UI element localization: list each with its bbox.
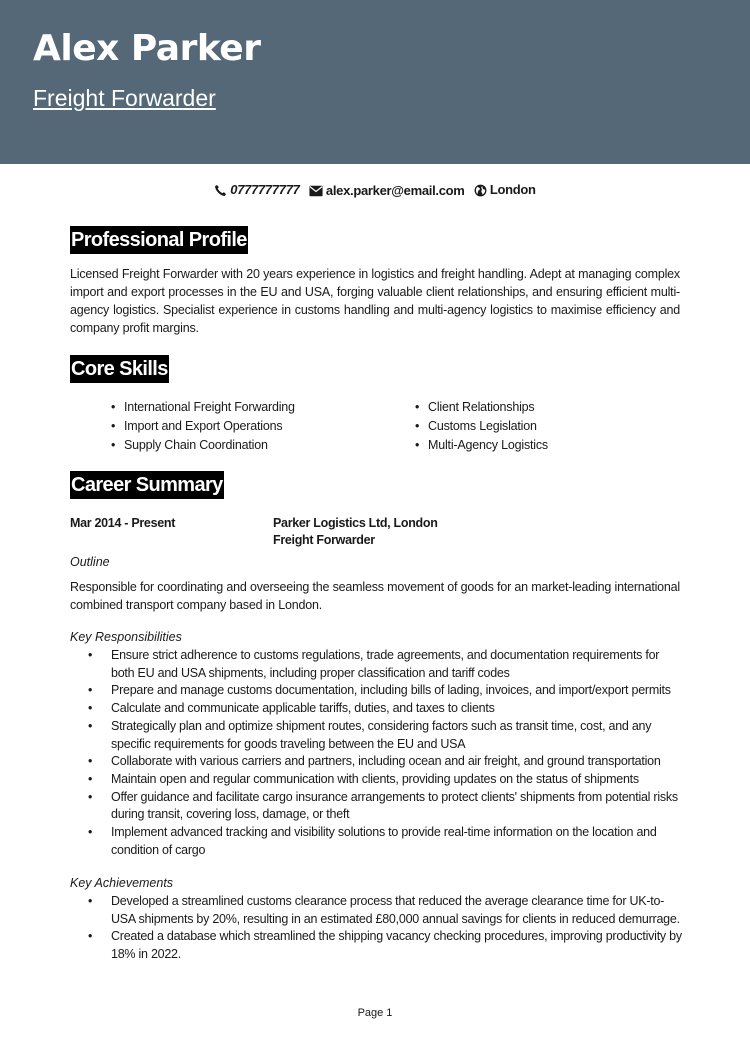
skill-item: • Multi-Agency Logistics bbox=[415, 436, 548, 455]
career-heading: Career Summary bbox=[70, 471, 224, 499]
job-company: Parker Logistics Ltd, London bbox=[273, 516, 438, 530]
responsibilities-heading: Key Responsibilities bbox=[70, 630, 182, 644]
list-item: • Offer guidance and facilitate cargo insurance arrangements to protect clients' shipments from potential risks during transit, covering loss, damage, or theft bbox=[88, 789, 683, 824]
achievements-heading: Key Achievements bbox=[70, 876, 174, 890]
list-item: • Prepare and manage customs documentation, including bills of lading, invoices, and import/export permits bbox=[88, 682, 683, 700]
skills-list-left bbox=[111, 398, 295, 455]
list-item: • Ensure strict adherence to customs regulations, trade agreements, and documentation requirements for both EU and USA shipments, including proper classification and tariff codes bbox=[88, 647, 683, 682]
candidate-name: Alex Parker bbox=[33, 28, 261, 69]
skill-item: • Supply Chain Coordination bbox=[111, 436, 295, 455]
skill-item: • International Freight Forwarding bbox=[111, 398, 295, 417]
profile-text: Licensed Freight Forwarder with 20 years experience in logistics and freight handling. Adept at managing complex import and export processes in the EU and USA, forging valuable client relationships, and ensuring efficient multi-agency logistics. Specialist experience in customs handling and multi-agency logistics to maximise efficiency and company profit margins. bbox=[70, 267, 680, 335]
outline-heading: Outline bbox=[70, 555, 110, 569]
list-item: • Calculate and communicate applicable tariffs, duties, and taxes to clients bbox=[88, 700, 683, 718]
header-banner bbox=[0, 0, 750, 164]
list-item: • Created a database which streamlined the shipping vacancy checking procedures, improving productivity by 18% in 2022. bbox=[88, 928, 683, 963]
skill-item: • Import and Export Operations bbox=[111, 417, 295, 436]
list-item: • Implement advanced tracking and visibility solutions to provide real-time information on the location and condition of cargo bbox=[88, 824, 683, 859]
contact-bar bbox=[0, 181, 750, 202]
list-item: • Maintain open and regular communication with clients, providing updates on the status of shipments bbox=[88, 771, 683, 789]
skills-heading: Core Skills bbox=[70, 355, 169, 383]
list-item: • Developed a streamlined customs clearance process that reduced the average clearance time for UK-to-USA shipments by 20%, resulting in an estimated £80,000 annual savings for clients in reduced demurrage. bbox=[88, 893, 683, 928]
email-address: alex.parker@email.com bbox=[325, 182, 465, 198]
phone-number: 0777777777 bbox=[230, 182, 300, 197]
envelope-icon bbox=[309, 185, 323, 197]
skills-list-right bbox=[415, 398, 548, 455]
page-number: Page 1 bbox=[357, 1007, 393, 1019]
list-item: • Collaborate with various carriers and partners, including ocean and air freight, and ground transportation bbox=[88, 753, 683, 771]
skill-item: • Client Relationships bbox=[415, 398, 548, 417]
location: London bbox=[489, 182, 536, 197]
job-title: Freight Forwarder bbox=[273, 533, 375, 547]
achievements-list bbox=[88, 893, 683, 964]
phone-icon bbox=[214, 184, 227, 197]
contact-email[interactable] bbox=[309, 182, 465, 200]
profile-heading: Professional Profile bbox=[70, 226, 248, 254]
skill-item: • Customs Legislation bbox=[415, 417, 548, 436]
responsibilities-list bbox=[88, 647, 683, 859]
candidate-role: Freight Forwarder bbox=[33, 85, 216, 111]
globe-icon bbox=[474, 184, 487, 197]
outline-text: Responsible for coordinating and overseeing the seamless movement of goods for an market-leading international combined transport company based in London. bbox=[70, 580, 680, 612]
contact-phone[interactable] bbox=[214, 181, 299, 199]
contact-location bbox=[474, 181, 536, 199]
job-dates: Mar 2014 - Present bbox=[70, 516, 176, 530]
list-item: • Strategically plan and optimize shipment routes, considering factors such as transit time, cost, and any specific requirements for goods traveling between the EU and USA bbox=[88, 718, 683, 753]
